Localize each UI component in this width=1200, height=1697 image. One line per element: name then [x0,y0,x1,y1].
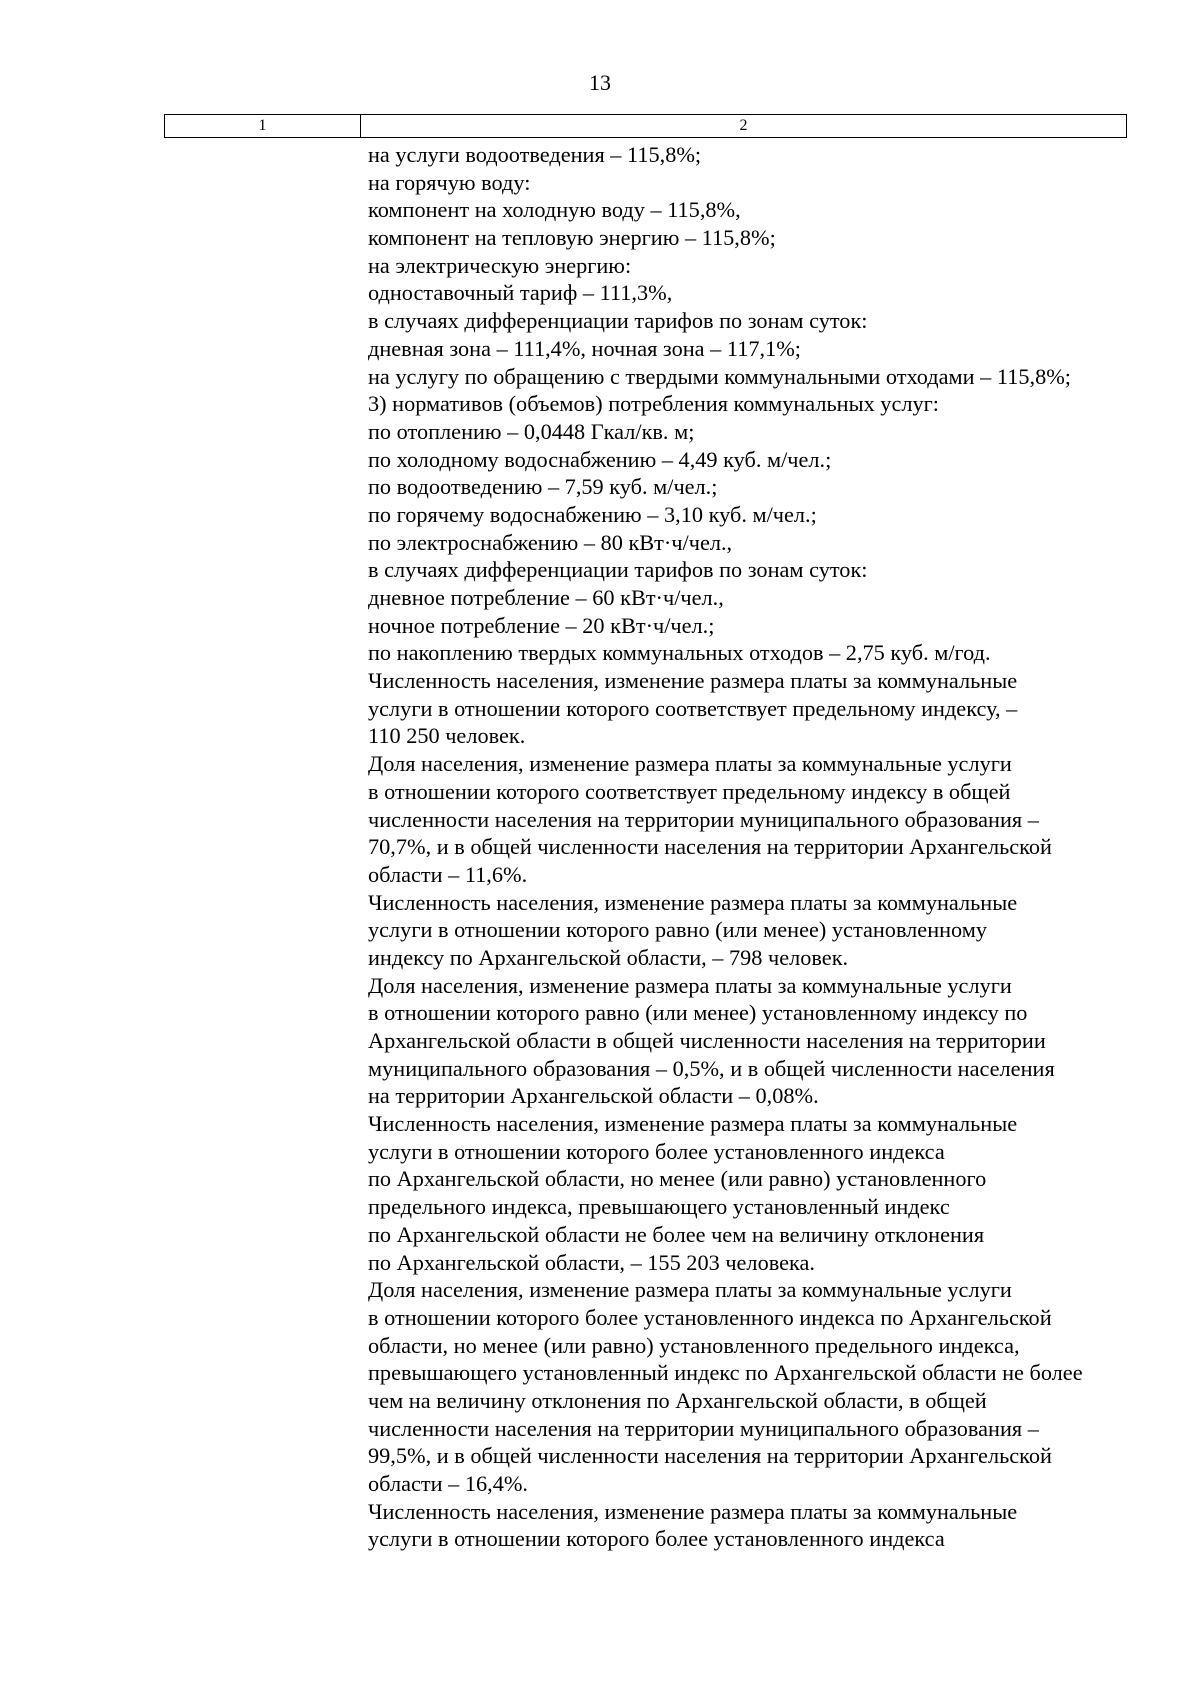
text-line: Доля населения, изменение размера платы за коммунальные услуги [368,972,1012,998]
table-header-col-2: 2 [739,117,748,134]
text-line: в случаях дифференциации тарифов по зонам суток: [368,308,868,334]
text-line: области – 11,6%. [368,861,528,887]
text-line: дневная зона – 111,4%, ночная зона – 117,1%; [368,335,801,361]
text-line: муниципального образования – 0,5%, и в общей численности населения [368,1055,1055,1081]
text-line: на территории Архангельской области – 0,08%. [368,1083,819,1109]
text-line: по накоплению твердых коммунальных отходов – 2,75 куб. м/год. [368,640,991,666]
text-line: Численность населения, изменение размера платы за коммунальные [368,668,1018,694]
text-line: Численность населения, изменение размера платы за коммунальные [368,889,1018,915]
text-line: услуги в отношении которого равно (или менее) установленному [368,917,988,943]
text-line: услуги в отношении которого соответствует предельному индексу, – [368,695,1018,721]
text-line: услуги в отношении которого более установленного индекса [368,1526,945,1552]
text-line: в отношении которого равно (или менее) установленному индексу по [368,1000,1028,1026]
table-header-row [164,114,1127,138]
text-line: численности населения на территории муниципального образования – [368,806,1039,832]
text-line: 3) нормативов (объемов) потребления коммунальных услуг: [368,391,939,417]
page-number: 13 [589,70,611,95]
text-line: на услуги водоотведения – 115,8%; [368,142,702,167]
text-line: в отношении которого соответствует предельному индексу в общей [368,778,1011,804]
text-line: на электрическую энергию: [368,252,632,278]
text-line: в случаях дифференциации тарифов по зонам суток: [368,557,868,583]
text-line: услуги в отношении которого более установленного индекса [368,1138,945,1164]
text-line: Численность населения, изменение размера платы за коммунальные [368,1111,1018,1137]
text-line: по отоплению – 0,0448 Гкал/кв. м; [368,418,695,444]
text-line: на услугу по обращению с твердыми коммунальными отходами – 115,8%; [368,363,1071,389]
text-line: по холодному водоснабжению – 4,49 куб. м/чел.; [368,446,832,472]
table-header-col-1: 1 [165,115,361,137]
text-line: одноставочный тариф – 111,3%, [368,280,673,306]
text-line: на горячую воду: [368,169,531,195]
text-line: Доля населения, изменение размера платы за коммунальные услуги [368,751,1012,777]
document-body-text [368,141,1128,1553]
text-line: Доля населения, изменение размера платы за коммунальные услуги [368,1277,1012,1303]
text-line: Архангельской области в общей численности населения на территории [368,1028,1046,1053]
text-line: 70,7%, и в общей численности населения на территории Архангельской [368,834,1052,860]
text-line: индексу по Архангельской области, – 798 человек. [368,944,849,970]
text-line: по Архангельской области, но менее (или равно) установленного [368,1166,987,1192]
text-line: компонент на холодную воду – 115,8%, [368,197,741,223]
text-line: предельного индекса, превышающего установленный индекс [368,1194,950,1220]
text-line: компонент на тепловую энергию – 115,8%; [368,225,776,251]
text-line: по водоотведению – 7,59 куб. м/чел.; [368,474,718,500]
text-line: чем на величину отклонения по Архангельской области, в общей [368,1387,987,1413]
text-line: 99,5%, и в общей численности населения на территории Архангельской [368,1443,1052,1469]
text-line: численности населения на территории муниципального образования – [368,1415,1039,1441]
text-line: по Архангельской области, – 155 203 человека. [368,1249,815,1275]
text-line: Численность населения, изменение размера платы за коммунальные [368,1498,1018,1524]
text-line: 110 250 человек. [368,723,526,749]
text-line: в отношении которого более установленного индекса по Архангельской [368,1304,1052,1330]
text-line: по горячему водоснабжению – 3,10 куб. м/чел.; [368,501,817,527]
text-line: области, но менее (или равно) установленного предельного индекса, [368,1332,1020,1358]
text-line: области – 16,4%. [368,1471,528,1496]
text-line: превышающего установленный индекс по Архангельской области не более [368,1360,1083,1386]
text-line: по Архангельской области не более чем на величину отклонения [368,1221,985,1247]
text-line: дневное потребление – 60 кВт·ч/чел., [368,585,724,610]
text-line: по электроснабжению – 80 кВт·ч/чел., [368,529,733,555]
text-line: ночное потребление – 20 кВт·ч/чел.; [368,612,715,638]
